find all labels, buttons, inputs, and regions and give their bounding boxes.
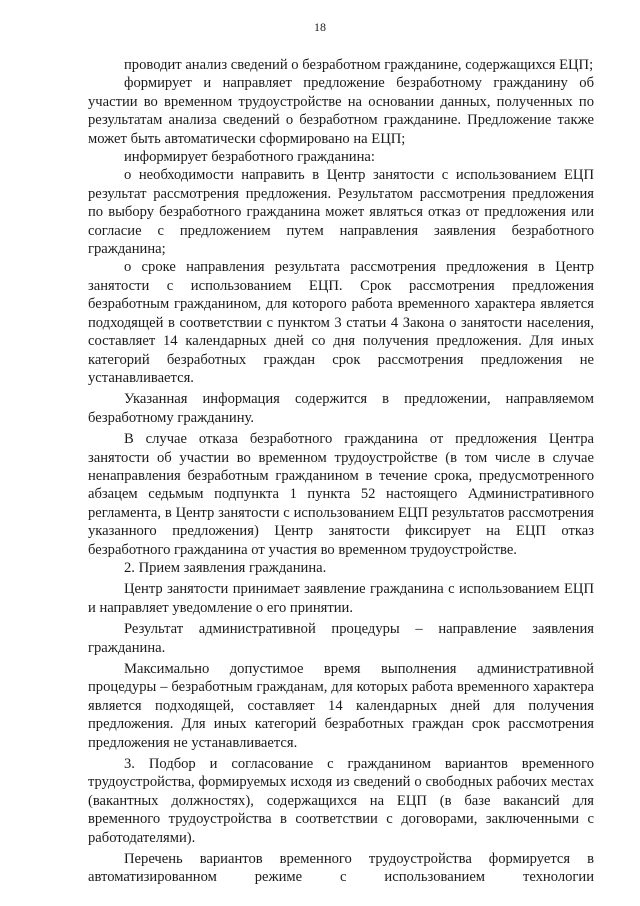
paragraph: В случае отказа безработного гражданина от предложения Центра занятости об участии во временном трудоустройстве (в том числе в случае ненаправления безработным гражданином в течение срока, предусмотренного абзацем седьмым подпункта 1 пункта 52 настоящего Административного регламента, в Центр занятости с использованием ЕЦП результатов рассмотрения указанного предложения) Центр занятости фиксирует на ЕЦП отказ безработного гражданина от участия во временном трудоустройстве. — [88, 431, 594, 558]
document-body — [88, 56, 594, 887]
paragraph: Центр занятости принимает заявление гражданина с использованием ЕЦП и направляет уведомление о его принятии. — [88, 581, 594, 616]
paragraph: информирует безработного гражданина: — [124, 149, 375, 166]
paragraph: Результат административной процедуры – направление заявления гражданина. — [88, 621, 594, 656]
paragraph: о необходимости направить в Центр занятости с использованием ЕЦП результат рассмотрения предложения. Результатом рассмотрения предложения по выбору безработного гражданина может являться отказ от предложения или согласие с предложением путем направления заявления безработного гражданина; — [88, 167, 594, 258]
paragraph: Максимально допустимое время выполнения административной процедуры – безработным гражданам, для которых работа временного характера является подходящей, составляет 14 календарных дней для получения предложения. Для иных категорий безработных граждан срок рассмотрения предложения не устанавливается. — [88, 661, 594, 751]
paragraph: Перечень вариантов временного трудоустройства формируется в автоматизированном режиме с использованием технологии — [88, 851, 594, 886]
page-number: 18 — [314, 20, 326, 34]
paragraph: проводит анализ сведений о безработном гражданине, содержащихся ЕЦП; — [124, 57, 594, 73]
section-heading: 2. Прием заявления гражданина. — [124, 559, 327, 576]
paragraph: формирует и направляет предложение безработному гражданину об участии во временном трудоустройстве на основании данных, полученных по результатам анализа сведений о безработном гражданине. Предложение также может быть автоматически сформировано на ЕЦП; — [88, 75, 594, 147]
section-heading: 3. Подбор и согласование с гражданином вариантов временного трудоустройства, формируемых исходя из сведений о свободных рабочих местах (вакантных должностях), содержащихся на ЕЦП (в базе вакансий для временного трудоустройства в соответствии с договорами, заключенными с работодателями). — [88, 756, 594, 846]
paragraph: Указанная информация содержится в предложении, направляемом безработному гражданину. — [88, 391, 594, 426]
paragraph: о сроке направления результата рассмотрения предложения в Центр занятости с использованием ЕЦП. Срок рассмотрения предложения безработным гражданином, для которого работа временного характера является подходящей в соответствии с пунктом 3 статьи 4 Закона о занятости населения, составляет 14 календарных дней со дня получения предложения. Для иных категорий безработных граждан срок рассмотрения предложения не устанавливается. — [88, 259, 594, 386]
